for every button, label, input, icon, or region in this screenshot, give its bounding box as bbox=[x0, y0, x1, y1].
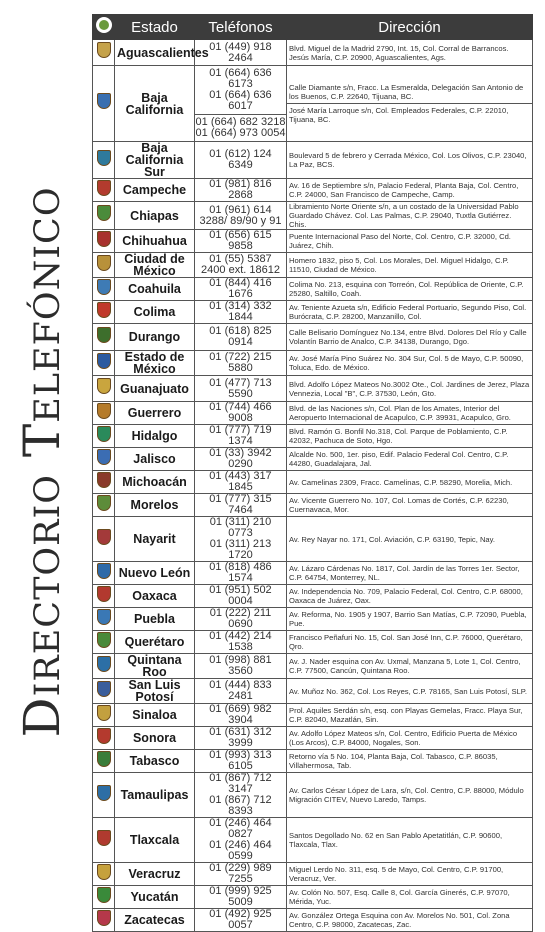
phone-number: 01 (669) 982 3904 bbox=[209, 703, 272, 726]
phone-cell bbox=[195, 585, 287, 608]
phone-cell bbox=[195, 517, 287, 562]
state-coat-of-arms-icon bbox=[97, 180, 111, 196]
state-shield-cell bbox=[93, 562, 115, 585]
address-cell bbox=[287, 301, 533, 324]
phone-cell bbox=[195, 909, 287, 932]
phone-number: 01 (612) 124 6349 bbox=[209, 148, 272, 171]
phone-cell bbox=[195, 278, 287, 301]
state-shield-cell bbox=[93, 66, 115, 142]
phone-cell bbox=[195, 608, 287, 631]
state-shield-cell bbox=[93, 202, 115, 230]
state-shield-cell bbox=[93, 585, 115, 608]
phone-number: 01 (222) 211 0690 bbox=[209, 607, 272, 630]
address-cell bbox=[287, 253, 533, 278]
address-text: Blvd. de las Naciones s/n, Col. Plan de los Amates, Interior del Aeropuerto Internacional de Acapulco, C.P. 39931, Acapulco, Gro. bbox=[289, 404, 511, 422]
phone-cell bbox=[195, 448, 287, 471]
phone-number: 01 (618) 825 0914 bbox=[209, 325, 272, 348]
address-cell bbox=[287, 585, 533, 608]
phone-number: 01 (744) 466 9008 bbox=[209, 401, 272, 424]
state-name: Sinaloa bbox=[115, 704, 195, 727]
state-name: Morelos bbox=[115, 494, 195, 517]
phone-cell bbox=[195, 727, 287, 750]
address-cell bbox=[287, 909, 533, 932]
phone-cell bbox=[195, 886, 287, 909]
table-row bbox=[93, 608, 533, 631]
state-shield-cell bbox=[93, 773, 115, 818]
table-row bbox=[93, 517, 533, 562]
address-cell bbox=[287, 402, 533, 425]
address-cell bbox=[287, 704, 533, 727]
phone-number: 01 (664) 636 6017 bbox=[209, 89, 272, 112]
state-name: Zacatecas bbox=[115, 909, 195, 932]
address-text: Puente Internacional Paso del Norte, Col. Centro, C.P. 32000, Cd. Juárez, Chih. bbox=[289, 232, 511, 250]
state-coat-of-arms-icon bbox=[97, 529, 111, 545]
phone-number: 01 (449) 918 2464 bbox=[209, 40, 272, 64]
phone-number: 01 (311) 210 0773 bbox=[209, 516, 272, 539]
state-coat-of-arms-icon bbox=[97, 751, 111, 767]
table-row bbox=[93, 631, 533, 654]
state-name: Sonora bbox=[115, 727, 195, 750]
phone-number: 01 (722) 215 5880 bbox=[209, 351, 272, 374]
state-coat-of-arms-icon bbox=[97, 327, 111, 343]
state-coat-of-arms-icon bbox=[97, 728, 111, 744]
table-row bbox=[93, 886, 533, 909]
header-state: Estado bbox=[115, 15, 195, 40]
state-name: Jalisco bbox=[115, 448, 195, 471]
phone-number: 01 (492) 925 0057 bbox=[209, 908, 272, 931]
address-text: Av. José María Pino Suárez No. 304 Sur, Col. 5 de Mayo, C.P. 50090, Toluca, Edo. de México. bbox=[289, 354, 524, 372]
state-coat-of-arms-icon bbox=[97, 563, 111, 579]
table-row bbox=[93, 562, 533, 585]
phone-cell bbox=[195, 402, 287, 425]
state-shield-cell bbox=[93, 448, 115, 471]
address-text: Av. 16 de Septiembre s/n, Palacio Federal, Planta Baja, Col. Centro, C.P. 24000, San Francisco de Campeche, Camp. bbox=[289, 181, 519, 199]
state-name: Colima bbox=[115, 301, 195, 324]
address-cell bbox=[287, 471, 533, 494]
address-text: Av. Muñoz No. 362, Col. Los Reyes, C.P. 78165, San Luis Potosí, SLP. bbox=[289, 686, 527, 696]
phone-number: 01 (442) 214 1538 bbox=[209, 630, 272, 653]
phone-cell bbox=[195, 376, 287, 402]
address-cell bbox=[287, 66, 533, 142]
state-name: Michoacán bbox=[115, 471, 195, 494]
mexico-logo-icon bbox=[96, 17, 112, 33]
phone-number: 01 (246) 464 0827 bbox=[209, 817, 272, 840]
title-word-1: Directorio bbox=[13, 473, 71, 738]
state-shield-cell bbox=[93, 679, 115, 704]
address-cell bbox=[287, 324, 533, 351]
phone-group bbox=[197, 66, 284, 114]
state-coat-of-arms-icon bbox=[97, 378, 111, 394]
table-row bbox=[93, 471, 533, 494]
state-name: Yucatán bbox=[115, 886, 195, 909]
state-coat-of-arms-icon bbox=[97, 42, 111, 58]
state-name: San Luis Potosí bbox=[115, 679, 195, 704]
address-text: Blvd. Ramón G. Bonfil No.318, Col. Parque de Poblamiento, C.P. 42032, Pachuca de Soto, Hgo. bbox=[289, 427, 508, 445]
state-shield-cell bbox=[93, 230, 115, 253]
state-name: Chiapas bbox=[115, 202, 195, 230]
state-coat-of-arms-icon bbox=[97, 609, 111, 625]
table-row bbox=[93, 230, 533, 253]
phone-cell bbox=[195, 301, 287, 324]
table-row bbox=[93, 253, 533, 278]
phone-number: 01 (631) 312 3999 bbox=[209, 726, 272, 749]
phone-number: 01 (777) 315 7464 bbox=[209, 493, 272, 516]
phone-cell bbox=[195, 324, 287, 351]
phone-number: 01 (999) 925 5009 bbox=[209, 885, 272, 908]
address-cell bbox=[287, 654, 533, 679]
address-cell bbox=[287, 425, 533, 448]
state-name: Ciudad de México bbox=[115, 253, 195, 278]
phone-number: 01 (444) 833 2481 bbox=[209, 679, 272, 702]
table-row bbox=[93, 818, 533, 863]
address-cell bbox=[287, 376, 533, 402]
table-row bbox=[93, 654, 533, 679]
table-row bbox=[93, 376, 533, 402]
address-text: Av. Lázaro Cárdenas No. 1817, Col. Jardín de las Torres 1er. Sector, C.P. 64754, Monterrey, NL. bbox=[289, 564, 520, 582]
table-row bbox=[93, 704, 533, 727]
address-cell bbox=[287, 886, 533, 909]
phone-number: 01 (981) 816 2868 bbox=[209, 178, 272, 201]
table-row bbox=[93, 750, 533, 773]
state-name: Tamaulipas bbox=[115, 773, 195, 818]
phone-cell bbox=[195, 863, 287, 886]
address-cell bbox=[287, 448, 533, 471]
table-row bbox=[93, 679, 533, 704]
phone-number: 01 (314) 332 1844 bbox=[209, 300, 272, 323]
state-name: Durango bbox=[115, 324, 195, 351]
phone-number: 01 (656) 615 9858 bbox=[209, 229, 272, 252]
address-text: Av. Vicente Guerrero No. 107, Col. Lomas de Cortés, C.P. 62230, Cuernavaca, Mor. bbox=[289, 496, 509, 514]
address-cell bbox=[287, 351, 533, 376]
state-name: Chihuahua bbox=[115, 230, 195, 253]
address-text: Alcalde No. 500, 1er. piso, Edif. Palacio Federal Col. Centro, C.P. 44280, Guadalajara, Jal. bbox=[289, 450, 509, 468]
phone-cell bbox=[195, 773, 287, 818]
table-row bbox=[93, 402, 533, 425]
address-text: Av. Adolfo López Mateos s/n, Col. Centro, Edificio Puerta de México (Los Arcos), C.P. 84000, Nogales, Son. bbox=[289, 729, 518, 747]
state-name: Nuevo León bbox=[115, 562, 195, 585]
address-cell bbox=[287, 278, 533, 301]
state-shield-cell bbox=[93, 863, 115, 886]
phone-number: 01 (951) 502 0004 bbox=[209, 584, 272, 607]
phone-number: 01 (664) 636 6173 bbox=[209, 67, 272, 90]
address-cell bbox=[287, 179, 533, 202]
address-text: Calle Belisario Domínguez No.134, entre Blvd. Dolores Del Río y Calle Volantín Barrio de Analco, C.P. 34138, Durango, Dgo. bbox=[289, 328, 527, 346]
address-text: Prol. Aquiles Serdán s/n, esq. con Playas Gemelas, Fracc. Playa Sur, C.P. 82040, Mazatlán, Sin. bbox=[289, 706, 523, 724]
state-coat-of-arms-icon bbox=[97, 449, 111, 465]
state-name: Baja California Sur bbox=[115, 142, 195, 179]
state-shield-cell bbox=[93, 402, 115, 425]
phone-cell bbox=[195, 179, 287, 202]
state-coat-of-arms-icon bbox=[97, 279, 111, 295]
address-cell bbox=[287, 750, 533, 773]
table-row bbox=[93, 66, 533, 142]
state-name: Guerrero bbox=[115, 402, 195, 425]
state-name: Nayarit bbox=[115, 517, 195, 562]
state-coat-of-arms-icon bbox=[97, 656, 111, 672]
phone-number: 01 (477) 713 5590 bbox=[209, 376, 272, 400]
address-cell bbox=[287, 631, 533, 654]
state-coat-of-arms-icon bbox=[97, 632, 111, 648]
state-name: Aguascalientes bbox=[115, 40, 195, 66]
state-coat-of-arms-icon bbox=[97, 93, 111, 109]
state-coat-of-arms-icon bbox=[97, 403, 111, 419]
state-name: Estado de México bbox=[115, 351, 195, 376]
phone-number: 01 (777) 719 1374 bbox=[209, 424, 272, 447]
state-shield-cell bbox=[93, 818, 115, 863]
state-shield-cell bbox=[93, 909, 115, 932]
phone-group bbox=[195, 114, 286, 141]
phone-cell bbox=[195, 471, 287, 494]
table-row bbox=[93, 494, 533, 517]
state-shield-cell bbox=[93, 471, 115, 494]
phone-cell bbox=[195, 704, 287, 727]
directory-title bbox=[6, 92, 78, 832]
address-text: Santos Degollado No. 62 en San Pablo Apetatitlán, C.P. 90600, Tlaxcala, Tlax. bbox=[289, 831, 503, 849]
state-name: Tabasco bbox=[115, 750, 195, 773]
address-cell bbox=[287, 562, 533, 585]
table-row bbox=[93, 773, 533, 818]
state-shield-cell bbox=[93, 351, 115, 376]
address-text: Av. Independencia No. 709, Palacio Federal, Col. Centro, C.P. 68000, Oaxaca de Juárez, Oax. bbox=[289, 587, 523, 605]
state-shield-cell bbox=[93, 142, 115, 179]
state-coat-of-arms-icon bbox=[97, 705, 111, 721]
state-coat-of-arms-icon bbox=[97, 472, 111, 488]
address-cell bbox=[287, 517, 533, 562]
address-text: Av. Camelinas 2309, Fracc. Camelinas, C.P. 58290, Morelia, Mich. bbox=[289, 477, 513, 487]
state-coat-of-arms-icon bbox=[97, 681, 111, 697]
address-cell bbox=[287, 818, 533, 863]
state-name: Baja California bbox=[115, 66, 195, 142]
address-cell bbox=[287, 230, 533, 253]
address-cell bbox=[287, 142, 533, 179]
phone-cell bbox=[195, 142, 287, 179]
state-shield-cell bbox=[93, 301, 115, 324]
phone-cell bbox=[195, 230, 287, 253]
state-name: Guanajuato bbox=[115, 376, 195, 402]
address-text: Calle Diamante s/n, Fracc. La Esmeralda, Delegación San Antonio de los Buenos, C.P. 22640, Tijuana, BC. bbox=[289, 83, 524, 101]
state-shield-cell bbox=[93, 253, 115, 278]
state-shield-cell bbox=[93, 494, 115, 517]
state-shield-cell bbox=[93, 425, 115, 448]
phone-cell bbox=[195, 253, 287, 278]
phone-number: 01 (867) 712 3147 bbox=[209, 772, 272, 795]
phone-cell bbox=[195, 679, 287, 704]
phone-number: 01 (229) 989 7255 bbox=[209, 862, 272, 885]
table-row bbox=[93, 448, 533, 471]
table-row bbox=[93, 585, 533, 608]
phone-number: 01 (246) 464 0599 bbox=[209, 839, 272, 862]
phone-number: 01 (961) 614 3288/ 89/90 y 91 bbox=[199, 203, 282, 227]
state-name: Veracruz bbox=[115, 863, 195, 886]
phone-cell bbox=[195, 494, 287, 517]
table-row bbox=[93, 202, 533, 230]
address-text: Miguel Lerdo No. 311, esq. 5 de Mayo, Col. Centro, C.P. 91700, Veracruz, Ver. bbox=[289, 865, 504, 883]
phone-cell bbox=[195, 202, 287, 230]
address-text: Boulevard 5 de febrero y Cerrada México, Col. Los Olivos, C.P. 23040, La Paz, BCS. bbox=[289, 151, 527, 169]
address-text: Francisco Peñafuri No. 15, Col. San José Inn, C.P. 76000, Querétaro, Qro. bbox=[289, 633, 523, 651]
address-text: José María Larroque s/n, Col. Empleados Federales, C.P. 22010, Tijuana, BC. bbox=[287, 103, 532, 126]
state-coat-of-arms-icon bbox=[97, 231, 111, 247]
state-name: Hidalgo bbox=[115, 425, 195, 448]
state-name: Oaxaca bbox=[115, 585, 195, 608]
state-coat-of-arms-icon bbox=[97, 887, 111, 903]
state-coat-of-arms-icon bbox=[97, 785, 111, 801]
phone-cell bbox=[195, 818, 287, 863]
state-coat-of-arms-icon bbox=[97, 495, 111, 511]
state-shield-cell bbox=[93, 631, 115, 654]
directory-table bbox=[92, 14, 533, 932]
header-logo-cell bbox=[93, 15, 115, 40]
address-text: Av. González Ortega Esquina con Av. Morelos No. 501, Col. Zona Centro, C.P. 98000, Zacatecas, Zac. bbox=[289, 911, 510, 929]
state-name: Quintana Roo bbox=[115, 654, 195, 679]
state-coat-of-arms-icon bbox=[97, 302, 111, 318]
state-shield-cell bbox=[93, 608, 115, 631]
state-name: Campeche bbox=[115, 179, 195, 202]
state-coat-of-arms-icon bbox=[97, 910, 111, 926]
header-phones: Teléfonos bbox=[195, 15, 287, 40]
state-coat-of-arms-icon bbox=[97, 586, 111, 602]
state-shield-cell bbox=[93, 179, 115, 202]
state-coat-of-arms-icon bbox=[97, 353, 111, 369]
address-cell bbox=[287, 773, 533, 818]
phone-cell bbox=[195, 66, 287, 142]
state-shield-cell bbox=[93, 40, 115, 66]
table-row bbox=[93, 142, 533, 179]
phone-number: 01 (443) 317 1845 bbox=[209, 470, 272, 493]
title-word-2: Telefónico bbox=[13, 186, 71, 458]
phone-number: 01 (55) 5387 2400 ext. 18612 bbox=[201, 253, 280, 276]
address-cell bbox=[287, 202, 533, 230]
state-shield-cell bbox=[93, 750, 115, 773]
table-row bbox=[93, 278, 533, 301]
address-cell bbox=[287, 608, 533, 631]
state-name: Tlaxcala bbox=[115, 818, 195, 863]
state-coat-of-arms-icon bbox=[97, 150, 111, 166]
phone-number: 01 (311) 213 1720 bbox=[209, 538, 272, 561]
state-shield-cell bbox=[93, 517, 115, 562]
address-cell bbox=[287, 727, 533, 750]
phone-cell bbox=[195, 750, 287, 773]
table-row bbox=[93, 727, 533, 750]
phone-cell bbox=[195, 654, 287, 679]
state-shield-cell bbox=[93, 278, 115, 301]
phone-cell bbox=[195, 425, 287, 448]
address-text: Av. Rey Nayar no. 171, Col. Aviación, C.P. 63190, Tepic, Nay. bbox=[289, 534, 495, 544]
table-row bbox=[93, 301, 533, 324]
state-shield-cell bbox=[93, 324, 115, 351]
state-shield-cell bbox=[93, 376, 115, 402]
phone-number: 01 (993) 313 6105 bbox=[209, 749, 272, 772]
address-text: Blvd. Miguel de la Madrid 2790, Int. 15, Col. Corral de Barrancos. Jesús María, C.P. 20900, Aguascalientes, Ags. bbox=[289, 43, 509, 62]
table-row bbox=[93, 425, 533, 448]
address-text: Libramiento Norte Oriente s/n, a un costado de la Universidad Pablo Guardado Chávez. Col. Las Palmas, C.P. 29040, Tuxtla Gutiérrez. Chis. bbox=[289, 202, 519, 229]
phone-number: 01 (844) 416 1676 bbox=[209, 277, 272, 300]
phone-number: 01 (998) 881 3560 bbox=[209, 654, 272, 677]
state-coat-of-arms-icon bbox=[97, 864, 111, 880]
phone-cell bbox=[195, 631, 287, 654]
table-row bbox=[93, 863, 533, 886]
state-name: Coahuila bbox=[115, 278, 195, 301]
phone-number: 01 (664) 682 3218 bbox=[195, 116, 286, 128]
state-name: Querétaro bbox=[115, 631, 195, 654]
state-coat-of-arms-icon bbox=[97, 830, 111, 846]
phone-number: 01 (867) 712 8393 bbox=[209, 794, 272, 817]
state-coat-of-arms-icon bbox=[97, 255, 111, 271]
state-shield-cell bbox=[93, 654, 115, 679]
address-text: Av. Reforma, No. 1905 y 1907, Barrio San Matías, C.P. 72090, Puebla, Pue. bbox=[289, 610, 527, 628]
phone-number: 01 (818) 486 1574 bbox=[209, 561, 272, 584]
state-coat-of-arms-icon bbox=[97, 426, 111, 442]
header-address: Dirección bbox=[287, 15, 533, 40]
address-text: Av. Colón No. 507, Esq. Calle 8, Col. García Ginerés, C.P. 97070, Mérida, Yuc. bbox=[289, 888, 510, 906]
phone-number: 01 (33) 3942 0290 bbox=[209, 447, 272, 470]
phone-cell bbox=[195, 562, 287, 585]
table-row bbox=[93, 351, 533, 376]
state-coat-of-arms-icon bbox=[97, 205, 111, 221]
table-row bbox=[93, 909, 533, 932]
address-cell bbox=[287, 494, 533, 517]
address-text: Colima No. 213, esquina con Torreón, Col. República de Oriente, C.P. 25280, Saltillo, Coah. bbox=[289, 280, 524, 298]
address-cell bbox=[287, 863, 533, 886]
table-header-row bbox=[93, 15, 533, 40]
state-shield-cell bbox=[93, 704, 115, 727]
address-text: Av. J. Nader esquina con Av. Uxmal, Manzana 5, Lote 1, Col. Centro, C.P. 77500, Cancún, Quintana Roo. bbox=[289, 657, 521, 675]
address-text: Retorno vía 5 No. 104, Planta Baja, Col. Tabasco, C.P. 86035, Villahermosa, Tab. bbox=[289, 752, 498, 770]
phone-number: 01 (664) 973 0054 bbox=[195, 127, 286, 139]
table-row bbox=[93, 40, 533, 66]
table-row bbox=[93, 179, 533, 202]
address-cell bbox=[287, 40, 533, 66]
address-cell bbox=[287, 679, 533, 704]
address-text: Homero 1832, piso 5, Col. Los Morales, Del. Miguel Hidalgo, C.P. 11510, Ciudad de México. bbox=[289, 256, 509, 274]
table-row bbox=[93, 324, 533, 351]
address-text: Blvd. Adolfo López Mateos No.3002 Ote., Col. Jardines de Jerez, Plaza Vennezia, Local "B", C.P. 37530, León, Gto. bbox=[289, 379, 530, 398]
state-shield-cell bbox=[93, 727, 115, 750]
state-shield-cell bbox=[93, 886, 115, 909]
state-name: Puebla bbox=[115, 608, 195, 631]
address-text: Av. Teniente Azueta s/n, Edificio Federal Portuario, Segundo Piso, Col. Burócrata, C.P. 28200, Manzanillo, Col. bbox=[289, 303, 527, 321]
address-text: Av. Carlos César López de Lara, s/n, Col. Centro, C.P. 88000, Módulo Migración CITEV, Nuevo Laredo, Tamps. bbox=[289, 786, 524, 804]
phone-cell bbox=[195, 351, 287, 376]
